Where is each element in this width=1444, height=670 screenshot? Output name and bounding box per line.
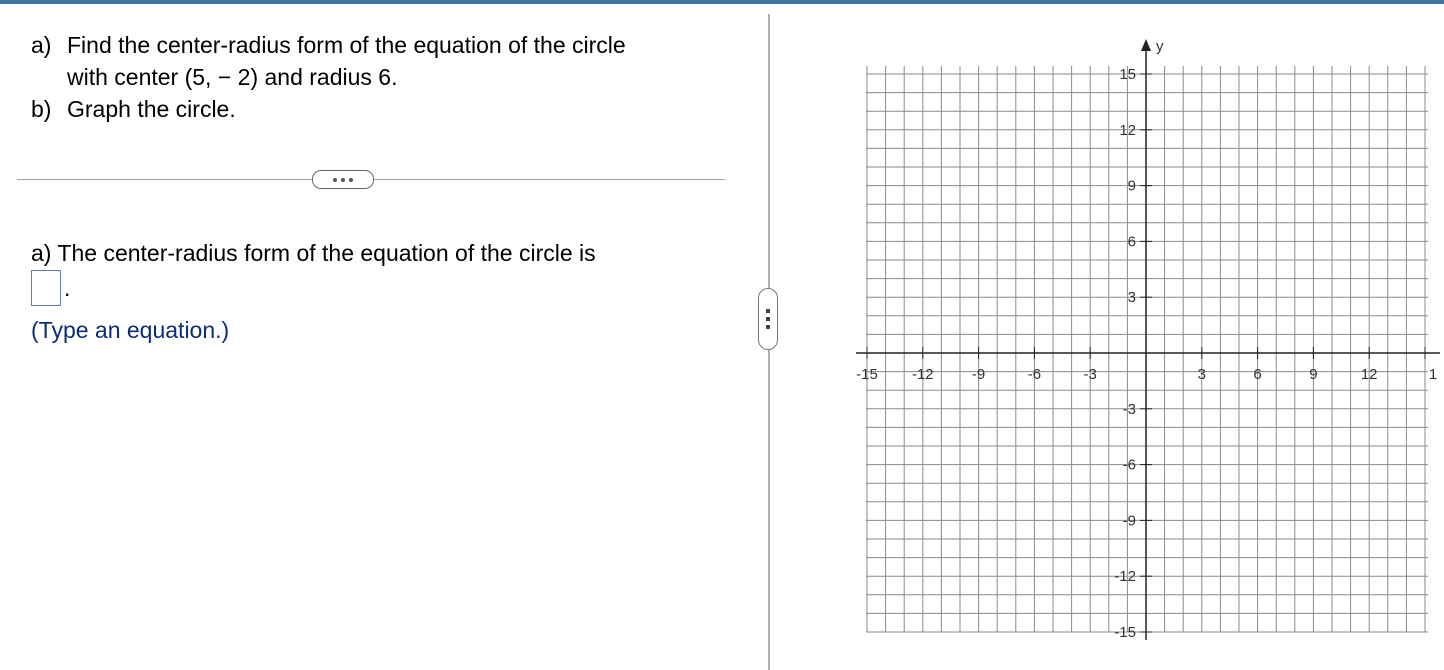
x-tick-label: 1 — [1428, 366, 1438, 383]
y-axis-label: y — [1156, 38, 1164, 55]
y-tick-label: -3 — [1122, 400, 1136, 418]
x-tick-label: -3 — [1083, 366, 1097, 383]
grid-lines — [866, 66, 1428, 632]
y-tick-label: -6 — [1122, 456, 1136, 474]
y-tick-label: 6 — [1127, 233, 1136, 251]
y-tick-label: 12 — [1119, 121, 1136, 139]
part-b-text: Graph the circle. — [67, 96, 236, 122]
x-tick-label: 9 — [1309, 366, 1318, 383]
x-tick-label: 12 — [1360, 366, 1378, 383]
x-tick-label: -6 — [1027, 366, 1042, 383]
x-tick-label: 6 — [1253, 366, 1262, 383]
y-tick-label: 15 — [1119, 66, 1136, 83]
x-tick-label: 3 — [1197, 366, 1206, 383]
part-a-label: a) — [31, 32, 52, 58]
y-tick-label: -15 — [1114, 624, 1136, 641]
axes — [856, 39, 1440, 640]
y-tick-label: -9 — [1122, 512, 1136, 530]
x-tick-label: -15 — [856, 366, 878, 383]
y-tick-label: 9 — [1127, 177, 1136, 195]
part-a-line2: with center (5, − 2) and radius 6. — [67, 64, 398, 90]
answer-period: . — [64, 275, 71, 301]
x-tick-label: -9 — [971, 366, 986, 383]
part-a-line1: Find the center-radius form of the equation of the circle — [67, 32, 626, 58]
answer-prompt: a) The center-radius form of the equation of the circle is — [31, 240, 596, 266]
y-tick-label: 3 — [1127, 289, 1136, 307]
part-b-label: b) — [31, 96, 52, 122]
y-tick-label: -12 — [1114, 568, 1136, 586]
x-tick-label: -12 — [911, 366, 934, 383]
y-axis-arrow-icon — [1141, 39, 1151, 51]
answer-hint: (Type an equation.) — [31, 317, 230, 343]
